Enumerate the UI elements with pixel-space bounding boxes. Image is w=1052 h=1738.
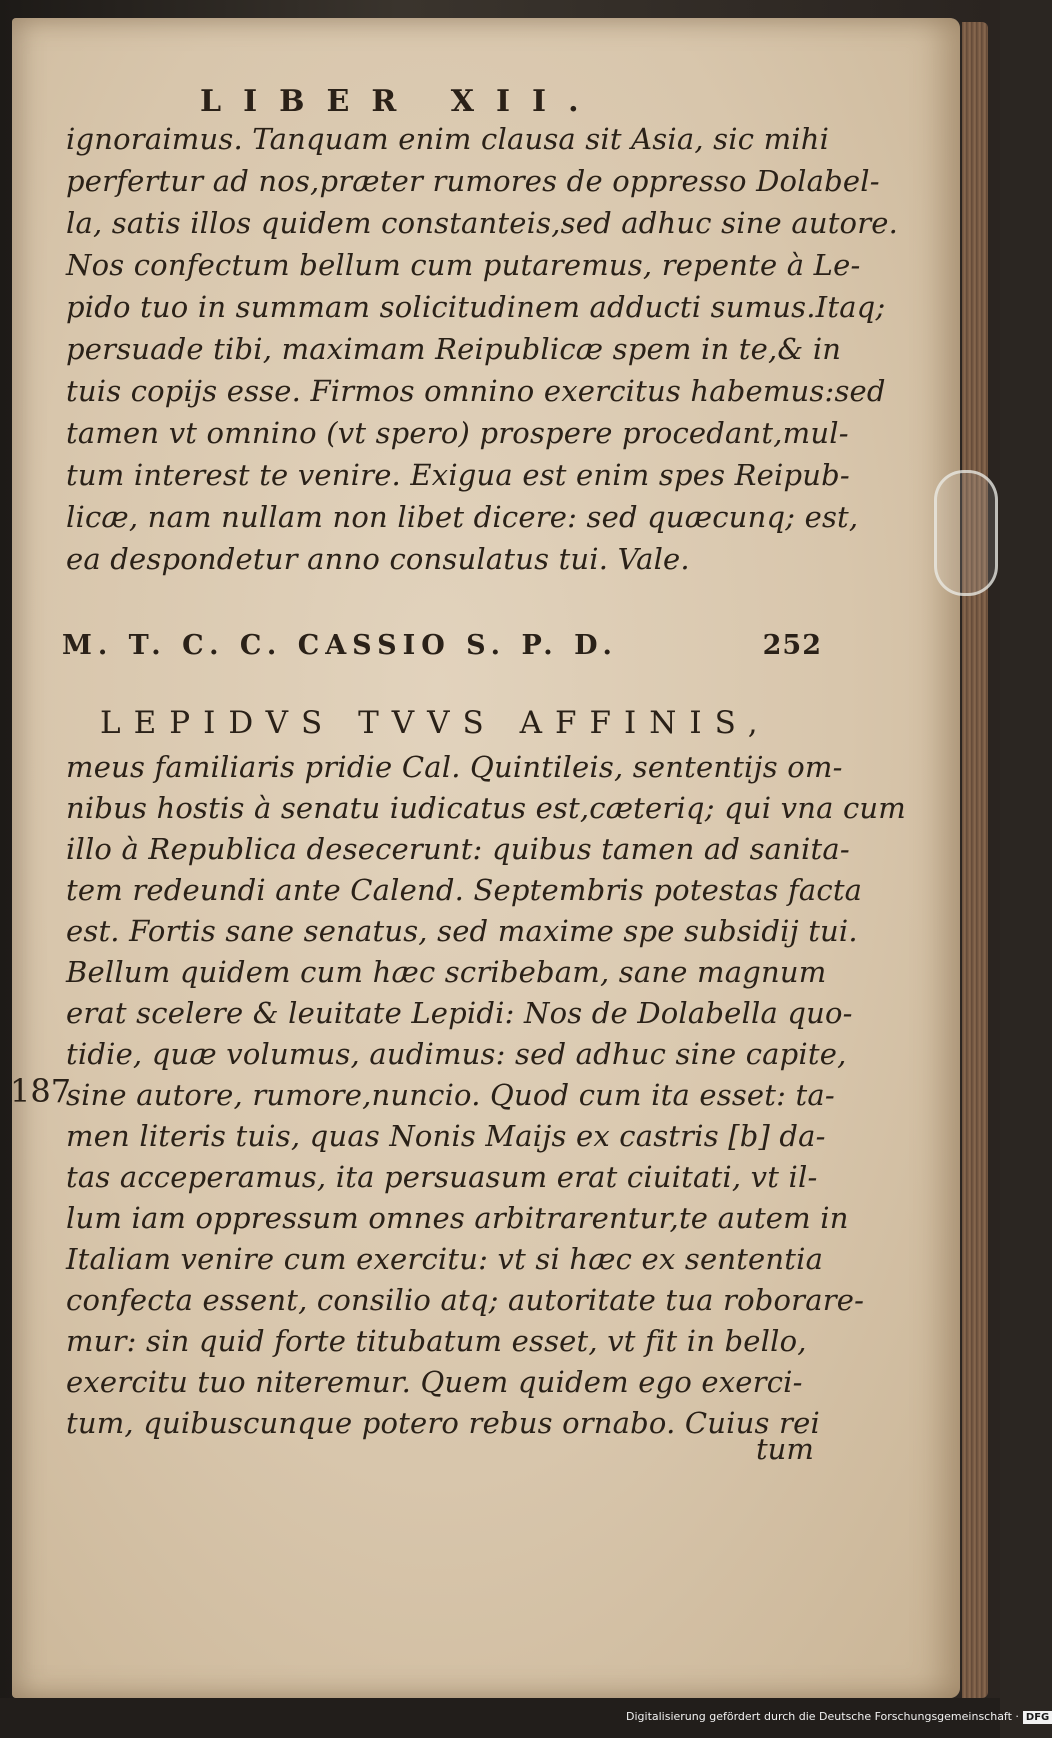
text-line: tamen vt omnino (vt spero) prospere procedant,mul- xyxy=(66,416,849,450)
text-line: nibus hostis à senatu iudicatus est,cæteriq; qui vna cum xyxy=(66,791,907,825)
text-line: tem redeundi ante Calend. Septembris potestas facta xyxy=(66,873,863,907)
text-line: lum iam oppressum omnes arbitrarentur,te autem in xyxy=(66,1201,849,1235)
text-line: sine autore, rumore,nuncio. Quod cum ita esset: ta- xyxy=(66,1078,835,1112)
footer-text: Digitalisierung gefördert durch die Deutsche Forschungsgemeinschaft · xyxy=(626,1710,1019,1723)
letter-number: 252 xyxy=(762,630,822,661)
text-line: mur: sin quid forte titubatum esset, vt fit in bello, xyxy=(66,1324,807,1358)
page-clip xyxy=(934,470,998,596)
text-line: est. Fortis sane senatus, sed maxime spe subsidij tui. xyxy=(66,914,858,948)
text-line: meus familiaris pridie Cal. Quintileis, sententijs om- xyxy=(66,750,843,784)
text-line: tuis copijs esse. Firmos omnino exercitus habemus:sed xyxy=(66,374,886,408)
text-line: men literis tuis, quas Nonis Maijs ex castris [b] da- xyxy=(66,1119,826,1153)
margin-number: 187 xyxy=(10,1072,72,1110)
text-line: ignoraimus. Tanquam enim clausa sit Asia, sic mihi xyxy=(66,122,830,156)
text-line: erat scelere & leuitate Lepidi: Nos de Dolabella quo- xyxy=(66,996,853,1030)
catchword: tum xyxy=(756,1432,814,1466)
text-line: tum, quibuscunque potero rebus ornabo. Cuius rei xyxy=(66,1406,820,1440)
text-line: tas acceperamus, ita persuasum erat ciuitati, vt il- xyxy=(66,1160,818,1194)
letter-title: M. T. C. C. CASSIO S. P. D. xyxy=(62,630,618,661)
text-line: persuade tibi, maximam Reipublicæ spem in te,& in xyxy=(66,332,842,366)
footer xyxy=(626,1710,1052,1724)
text-line: ea despondetur anno consulatus tui. Vale. xyxy=(66,542,690,576)
book-edge xyxy=(962,22,988,1698)
dfg-logo: DFG xyxy=(1023,1711,1052,1724)
text-line: Italiam venire cum exercitu: vt si hæc ex sententia xyxy=(66,1242,824,1276)
text-line: pido tuo in summam solicitudinem adducti sumus.Itaq; xyxy=(66,290,886,324)
letter-heading xyxy=(62,630,822,661)
running-head: LIBER XII. xyxy=(200,84,601,119)
text-line: tum interest te venire. Exigua est enim spes Reipub- xyxy=(66,458,850,492)
text-line: licæ, nam nullam non libet dicere: sed quæcunq; est, xyxy=(66,500,859,534)
text-line: Nos confectum bellum cum putaremus, repente à Le- xyxy=(66,248,861,282)
text-line: exercitu tuo niteremur. Quem quidem ego exerci- xyxy=(66,1365,803,1399)
text-line: tidie, quæ volumus, audimus: sed adhuc sine capite, xyxy=(66,1037,847,1071)
text-line: illo à Republica desecerunt: quibus tamen ad sanita- xyxy=(66,832,850,866)
text-line: confecta essent, consilio atq; autoritate tua roborare- xyxy=(66,1283,865,1317)
text-line: la, satis illos quidem constanteis,sed adhuc sine autore. xyxy=(66,206,899,240)
text-line: Bellum quidem cum hæc scribebam, sane magnum xyxy=(66,955,827,989)
text-line: perfertur ad nos,præter rumores de oppresso Dolabel- xyxy=(66,164,880,198)
letter-opening: LEPIDVS TVVS AFFINIS, xyxy=(100,705,771,741)
